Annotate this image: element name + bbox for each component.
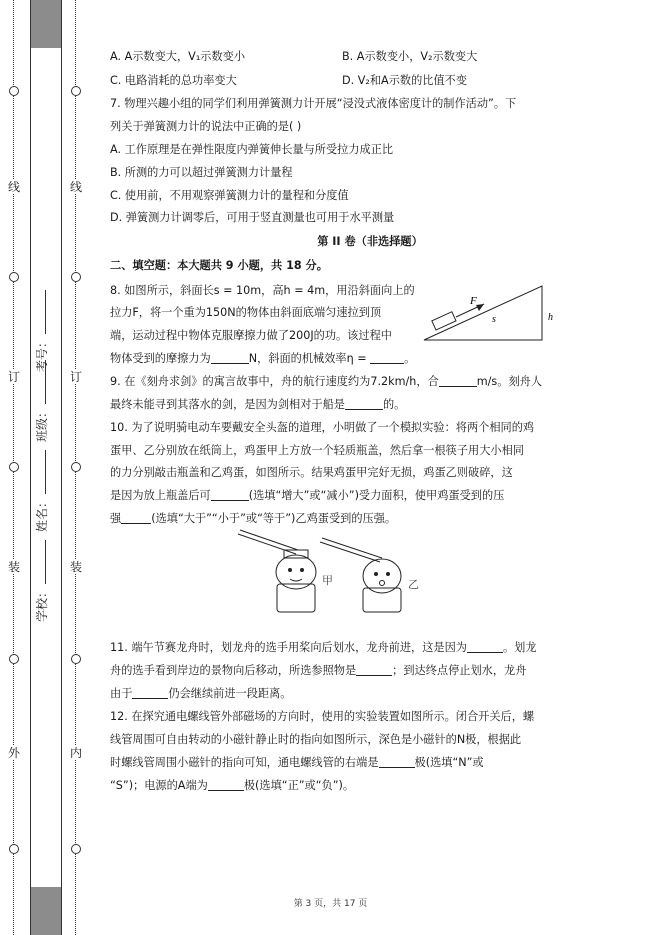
q11-line3: 由于 仍会继续前进一段距离。 (110, 683, 291, 706)
circle-mark (9, 86, 19, 96)
margin-mark: 订 (69, 370, 82, 384)
q7-stem-line2: 列关于弹簧测力计的说法中正确的是( ) (110, 120, 302, 133)
answer-blank[interactable] (467, 638, 503, 653)
q6-option-a: A. A示数变大，V₁示数变小 (110, 50, 246, 63)
binding-margin (0, 0, 92, 935)
band-top-block (31, 0, 61, 48)
margin-mark: 内 (69, 746, 82, 760)
answer-blank[interactable] (121, 509, 151, 524)
answer-blank[interactable] (370, 349, 404, 364)
q10-line4: 是因为放上瓶盖后可 (选填“增大”或“减小”)受力面积，使甲鸡蛋受到的压 (110, 485, 504, 508)
q7-option-b: B. 所测的力可以超过弹簧测力计量程 (110, 166, 293, 179)
circle-mark (9, 272, 19, 282)
height-label: h (548, 312, 553, 323)
margin-mark: 线 (69, 180, 82, 194)
q12-line2: 线管周围可自由转动的小磁针静止时的指向如图所示，深色是小磁针的N极，根据此 (110, 733, 522, 746)
q10-line2: 蛋甲、乙分别放在纸筒上，鸡蛋甲上方放一个轻质瓶盖，然后拿一根筷子用大小相同 (110, 444, 524, 457)
circle-mark (71, 86, 81, 96)
q7-stem-line1: 7. 物理兴趣小组的同学们利用弹簧测力计开展“浸没式液体密度计的制作活动”。下 (110, 97, 517, 110)
q6-option-b: B. A示数变小，V₂示数变大 (342, 50, 478, 63)
name-field[interactable]: 姓名： (35, 448, 49, 532)
label-b: 乙 (408, 578, 419, 591)
q10-line5: 强 (选填“大于”“小于”或“等于”)乙鸡蛋受到的压强。 (110, 508, 396, 531)
chopstick-a (240, 530, 298, 550)
q12-line3: 时螺线管周围小磁针的指向可知，通电螺线管的右端是 极(选填“N”或 (110, 752, 484, 775)
paper-tube-b (363, 588, 401, 612)
paper-tube-a (277, 584, 315, 612)
egg-b-setup (320, 538, 419, 612)
q12-line4: “S”)；电源的A端为 极(选填“正”或“负”)。 (110, 775, 354, 798)
answer-blank[interactable] (379, 753, 415, 768)
school-field[interactable]: 学校： (35, 538, 49, 622)
length-label: s (492, 314, 496, 325)
eggs-figure (236, 524, 426, 624)
q12-line1: 12. 在探究通电螺线管外部磁场的方向时，使用的实验装置如图所示。闭合开关后，螺 (110, 710, 535, 723)
force-label: F (470, 295, 477, 307)
circle-mark (9, 844, 19, 854)
exam-number-field[interactable]: 考号： (35, 288, 49, 372)
answer-blank[interactable] (345, 395, 383, 410)
margin-mark: 外 (7, 746, 20, 760)
circle-mark (71, 844, 81, 854)
circle-mark (71, 462, 81, 472)
circle-mark (9, 462, 19, 472)
circle-mark (9, 654, 19, 664)
circle-mark (71, 272, 81, 282)
q10-line1: 10. 为了说明骑电动车要戴安全头盔的道理，小明做了一个模拟实验：将两个相同的鸡 (110, 421, 535, 434)
page-footer: 第 3 页，共 17 页 (293, 899, 368, 909)
q11-line1: 11. 端午节赛龙舟时，划龙舟的选手用桨向后划水，龙舟前进，这是因为 。划龙 (110, 637, 537, 660)
answer-blank[interactable] (211, 349, 249, 364)
margin-mark: 装 (7, 560, 20, 574)
q10-line3: 的力分别敲击瓶盖和乙鸡蛋，如图所示。结果鸡蛋甲完好无损，鸡蛋乙则破碎，这 (110, 466, 513, 479)
answer-blank[interactable] (211, 486, 249, 501)
q7-option-a: A. 工作原理是在弹性限度内弹簧伸长量与所受拉力成正比 (110, 143, 394, 156)
incline-figure (316, 284, 560, 342)
q11-line2: 舟的选手看到岸边的景物向后移动，所选参照物是 ；到达终点停止划水，龙舟 (110, 660, 526, 683)
incline-triangle (424, 286, 542, 340)
class-field[interactable]: 班级： (35, 358, 49, 442)
q8-line3: 端，运动过程中物体克服摩擦力做了200J的功。该过程中 (110, 329, 392, 342)
q7-option-d: D. 弹簧测力计调零后，可用于竖直测量也可用于水平测量 (110, 211, 395, 224)
q8-line1: 8. 如图所示，斜面长s = 10m，高h = 4m，用沿斜面向上的 (110, 284, 415, 297)
band-bottom-block (31, 887, 61, 935)
chopstick-b (322, 538, 382, 558)
q8-line2: 拉力F，将一个重为150N的物体由斜面底端匀速拉到顶 (110, 306, 382, 319)
margin-mark: 订 (7, 370, 20, 384)
q6-option-c: C. 电路消耗的总功率变大 (110, 74, 237, 87)
q9-line2: 最终未能寻到其落水的剑，是因为剑相对于船是 的。 (110, 394, 405, 417)
volume-title: 第 II 卷（非选择题） (317, 235, 423, 248)
answer-blank[interactable] (356, 661, 392, 676)
egg-a-setup (238, 530, 333, 612)
margin-mark: 装 (69, 560, 82, 574)
label-a: 甲 (322, 574, 333, 587)
q9-line1: 9. 在《刻舟求剑》的寓言故事中，舟的航行速度约为7.2km/h，合 m/s。刻舟人 (110, 371, 542, 394)
section-heading: 二、填空题：本大题共 9 小题，共 18 分。 (110, 259, 328, 272)
circle-mark (71, 654, 81, 664)
answer-blank[interactable] (439, 372, 477, 387)
answer-blank[interactable] (208, 776, 244, 791)
q8-line4: 物体受到的摩擦力为 N，斜面的机械效率η = 。 (110, 348, 415, 371)
answer-blank[interactable] (132, 684, 168, 699)
q7-option-c: C. 使用前，不用观察弹簧测力计的量程和分度值 (110, 189, 349, 202)
margin-mark: 线 (7, 180, 20, 194)
q6-option-d: D. V₂和A示数的比值不变 (342, 74, 468, 87)
